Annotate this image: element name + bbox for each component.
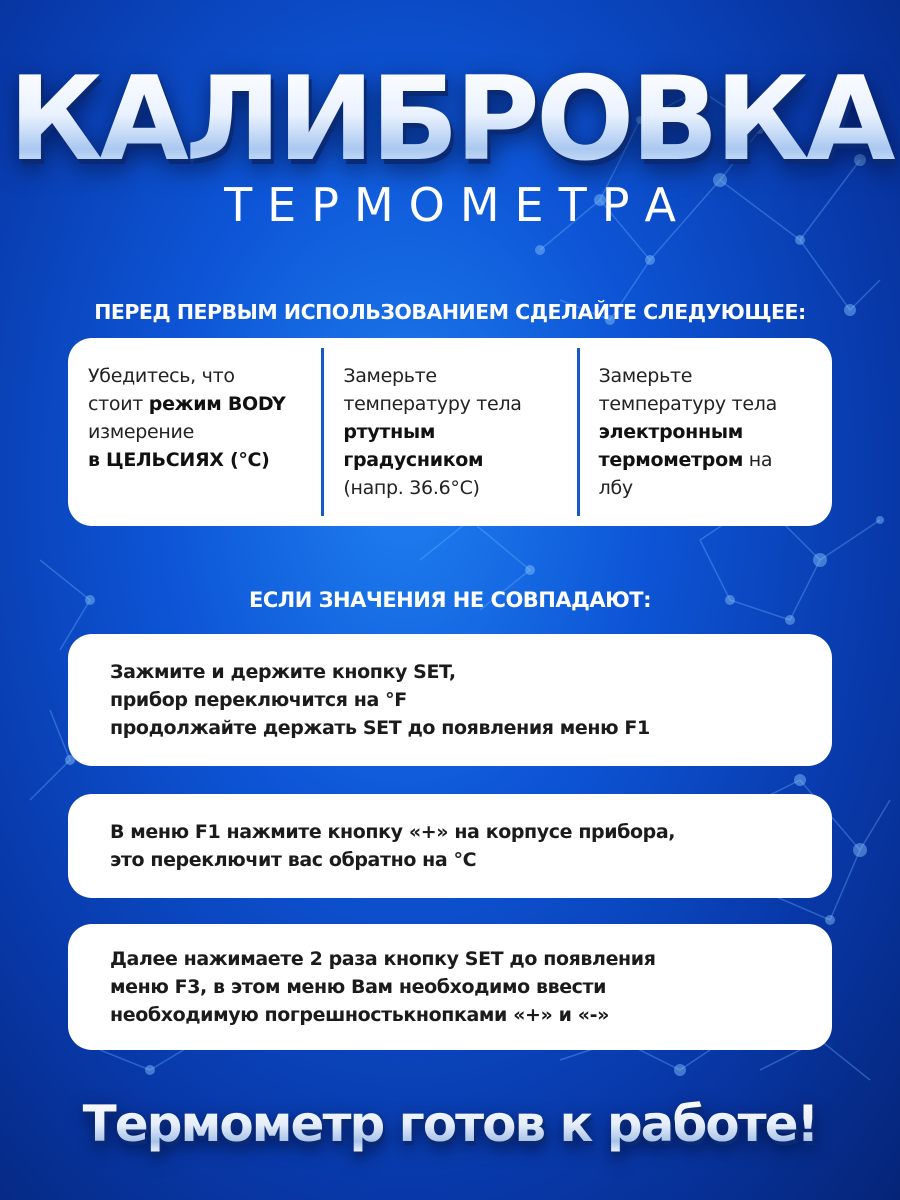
preparation-card bbox=[68, 338, 832, 526]
section-heading-if-mismatch: ЕСЛИ ЗНАЧЕНИЯ НЕ СОВПАДАЮТ: bbox=[249, 588, 651, 612]
page-subtitle: ТЕРМОМЕТРА bbox=[224, 178, 691, 232]
prep-step-check-mode: Убедитесь, что стоит режим BODY измерение в ЦЕЛЬСИЯХ (°C) bbox=[88, 365, 286, 471]
calibration-step-1: Зажмите и держите кнопку SET, прибор переключится на °F продолжайте держать SET до появления меню F1 bbox=[68, 634, 832, 766]
calibration-step-2: В меню F1 нажмите кнопку «+» на корпусе прибора, это переключит вас обратно на °C bbox=[68, 794, 832, 898]
prep-step-electronic-thermometer: Замерьте температуру тела электронным термометром на лбу bbox=[577, 338, 832, 526]
footer-ready-message: Термометр готов к работе! bbox=[0, 1095, 900, 1153]
page-title: КАЛИБРОВКА bbox=[0, 62, 900, 178]
prep-step-mercury-thermometer: Замерьте температуру тела ртутным градусником (напр. 36.6°C) bbox=[321, 338, 576, 526]
calibration-step-3: Далее нажимаете 2 раза кнопку SET до появления меню F3, в этом меню Вам необходимо ввести необходимую погрешностькнопками «+» и «-» bbox=[68, 924, 832, 1050]
section-heading-before-first-use: ПЕРЕД ПЕРВЫМ ИСПОЛЬЗОВАНИЕМ СДЕЛАЙТЕ СЛЕДУЮЩЕЕ: bbox=[94, 300, 806, 324]
